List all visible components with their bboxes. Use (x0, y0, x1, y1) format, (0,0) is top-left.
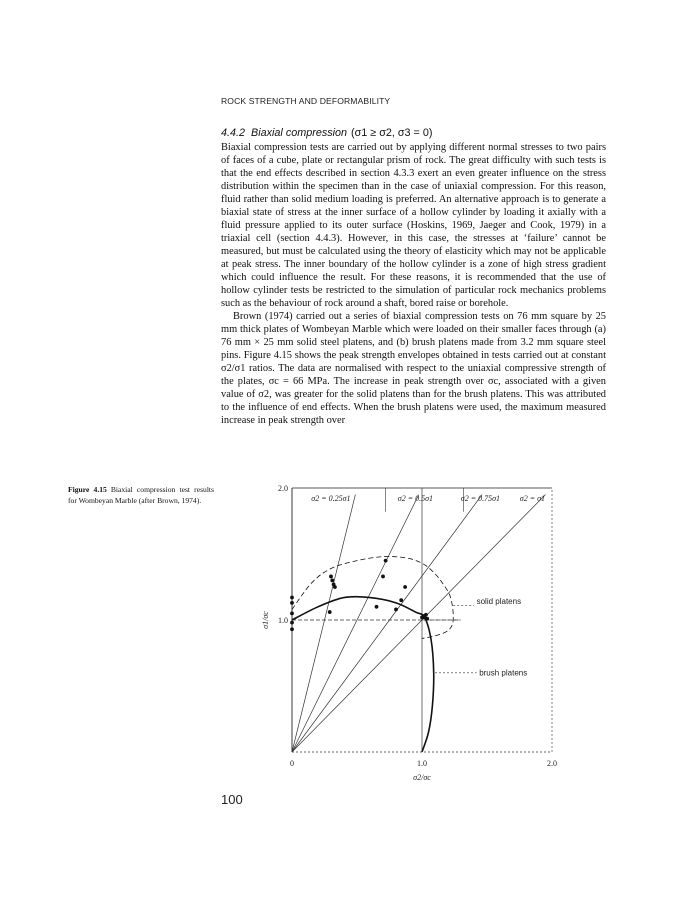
data-point (290, 612, 294, 616)
ratio-line (292, 495, 419, 752)
ratio-line-label: σ2 = σ1 (519, 494, 546, 504)
x-axis-label: σ2/σc (413, 773, 431, 782)
x-tick-label: 1.0 (417, 759, 427, 768)
page-number: 100 (221, 792, 243, 807)
ratio-line (292, 495, 546, 752)
paragraph-2: Brown (1974) carried out a series of biaxial compression tests on 76 mm square by 25 mm thick plates of Wombeyan Marble which were loaded on their smaller faces through (a) 76 mm × 25 mm solid steel platens, and (b) brush platens made from 3.2 mm square steel pins. Figure 4.15 shows the peak strength envelopes obtained in tests carried out at constant σ2/σ1 ratios. The data are normalised with respect to the uniaxial compressive strength of the plates, σc = 66 MPa. The increase in peak strength over σc, associated with a given value of σ2, was greater for the solid platens than for the brush platens. This was attributed to the influence of end effects. When the brush platens were used, the maximum measured increase in peak strength over (221, 311, 606, 427)
y-axis-label: σ1/σc (261, 611, 270, 629)
data-point (330, 579, 334, 583)
data-point (394, 608, 398, 612)
ratio-line (292, 495, 355, 752)
data-point (329, 575, 333, 579)
body-text (221, 141, 606, 427)
biaxial-chart (240, 476, 570, 788)
ratio-line-label: σ2 = 0.75σ1 (460, 494, 501, 504)
data-point (384, 559, 388, 563)
data-point (333, 585, 337, 589)
ratio-line-label: σ2 = 0.25σ1 (311, 494, 351, 504)
data-point (425, 617, 429, 621)
figure-caption (68, 484, 214, 506)
figure-caption-text: Biaxial compression test results for Wombeyan Marble (after Brown, 1974). (68, 485, 214, 505)
data-point (399, 598, 403, 602)
data-point (375, 605, 379, 609)
section-title: Biaxial compression (251, 127, 348, 139)
section-number: 4.4.2 (221, 127, 246, 139)
data-point (381, 575, 385, 579)
data-point (290, 621, 294, 625)
running-head: ROCK STRENGTH AND DEFORMABILITY (221, 96, 391, 106)
y-tick-label: 1.0 (278, 616, 288, 625)
ratio-line-label: σ2 = 0.5σ1 (397, 494, 434, 504)
figure-label: Figure 4.15 (68, 485, 107, 494)
section-condition: (σ1 ≥ σ2, σ3 = 0) (351, 127, 433, 139)
x-tick-label: 0 (290, 759, 294, 768)
x-tick-label: 2.0 (547, 759, 557, 768)
data-point (328, 610, 332, 614)
data-point (403, 585, 407, 589)
section-heading (221, 127, 432, 139)
data-point (424, 613, 428, 617)
brush-platens-label: brush platens (479, 668, 528, 678)
ratio-line (292, 495, 482, 752)
data-point (290, 596, 294, 600)
figure-4-15 (240, 476, 570, 788)
solid-platens-label: solid platens (476, 597, 522, 607)
data-point (290, 627, 294, 631)
y-tick-label: 2.0 (278, 484, 288, 493)
data-point (290, 601, 294, 605)
paragraph-1: Biaxial compression tests are carried out by applying different normal stresses to two pairs of faces of a cube, plate or rectangular prism of rock. The great difficulty with such tests is that the end effects described in section 4.3.3 exert an even greater influence on the stress distribution within the specimen than in the case of uniaxial compression. For this reason, fluid rather than solid medium loading is preferred. An alternative approach is to generate a biaxial state of stress at the inner surface of a hollow cylinder by loading it axially with a fluid pressure applied to its outer surface (Hoskins, 1969, Jaeger and Cook, 1979) in a triaxial cell (section 4.4.3). However, in this case, the stresses at ‘failure’ cannot be measured, but must be calculated using the theory of elasticity which may not be applicable at peak stress. The inner boundary of the hollow cylinder is a zone of high stress gradient which could influence the result. For these reasons, it is recommended that the use of hollow cylinder tests be restricted to the simulation of particular rock mechanics problems such as the behaviour of rock around a shaft, bored raise or borehole. (221, 142, 606, 310)
